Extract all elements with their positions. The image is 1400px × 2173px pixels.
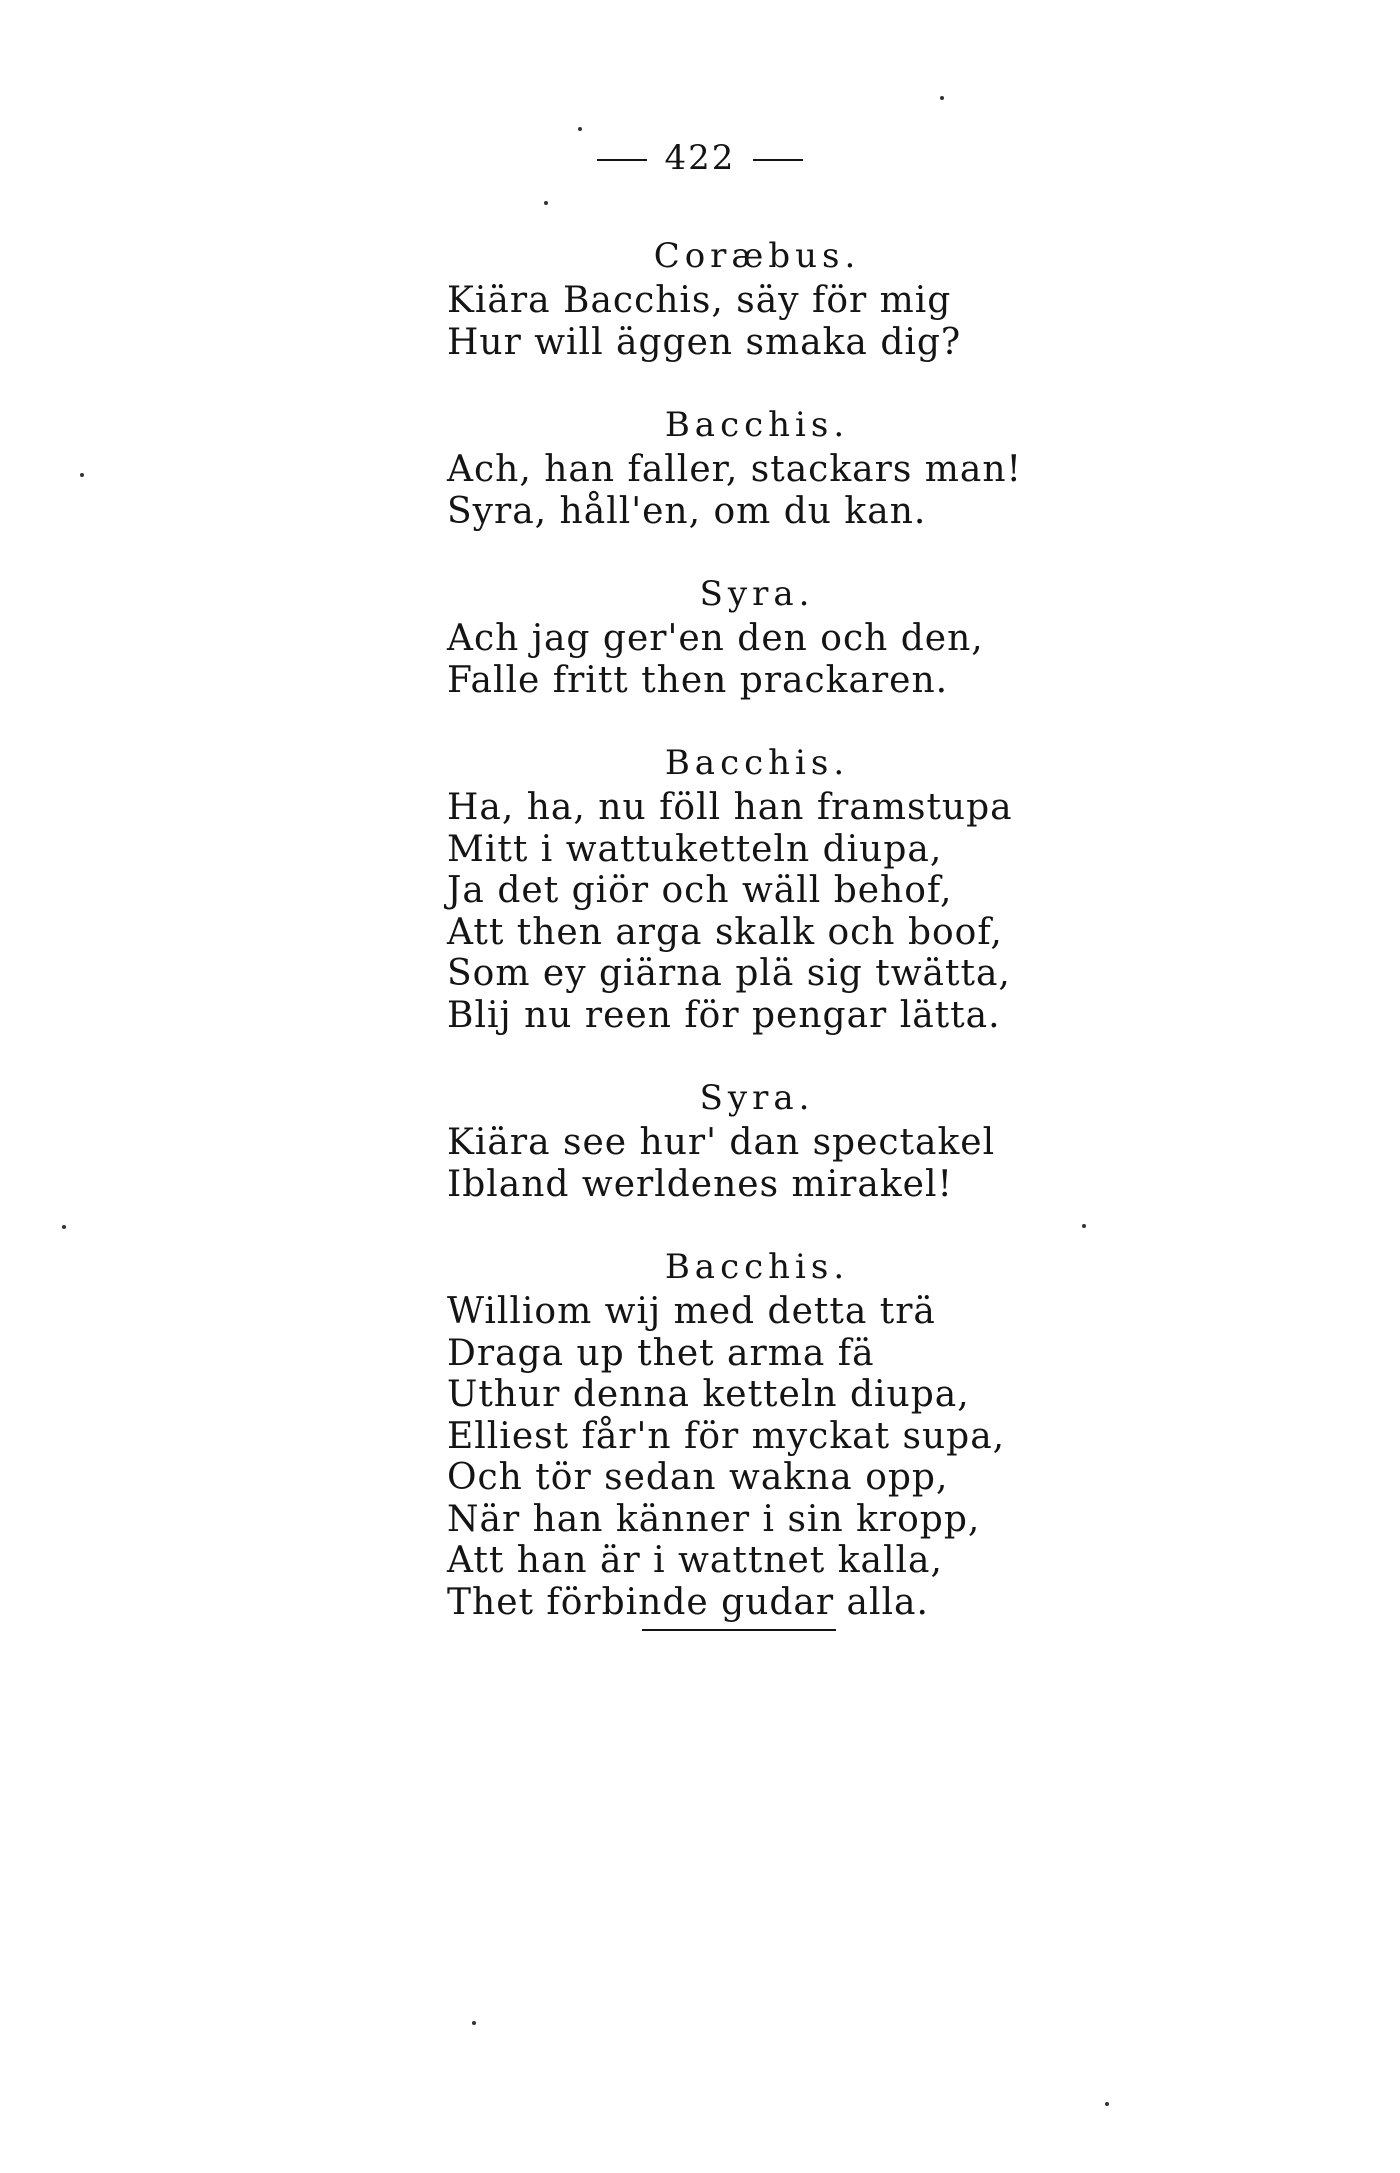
scan-speck [578, 127, 582, 131]
speaker-name: Coræbus. [653, 236, 861, 276]
verse-line: När han känner i sin kropp, [447, 1498, 981, 1540]
left-dash [597, 159, 647, 161]
scan-speck [1105, 2102, 1109, 2106]
speaker-name: Bacchis. [664, 1247, 850, 1287]
verse-line: Kiära Bacchis, säy för mig [447, 280, 952, 321]
verse-line: Ach, han faller, stackars man! [447, 449, 1022, 490]
verse-line: Uthur denna ketteln diupa, [447, 1374, 970, 1415]
speech-syra-2 [447, 1074, 1067, 1205]
speech-coraebus-1 [447, 232, 1067, 363]
scan-speck [80, 473, 84, 477]
scan-speck [940, 96, 944, 100]
stanza-gap [447, 701, 1067, 739]
verse-line: Blij nu reen för pengar lätta. [447, 994, 1001, 1036]
page-number: 422 [664, 138, 736, 178]
speech-bacchis-3 [447, 1243, 1067, 1623]
speaker-name: Syra. [699, 1078, 815, 1118]
verse-line: Hur will äggen smaka dig? [447, 321, 962, 363]
verse-line: Att han är i wattnet kalla, [447, 1540, 943, 1581]
scan-speck [544, 201, 548, 205]
speaker-name: Bacchis. [664, 405, 850, 445]
verse-line: Syra, håll'en, om du kan. [447, 490, 927, 532]
verse-line: Ach jag ger'en den och den, [447, 618, 984, 659]
page-number-header [0, 138, 1400, 178]
verse-line: Mitt i wattuketteln diupa, [447, 828, 943, 870]
stanza-gap [447, 532, 1067, 570]
verse-line: Draga up thet arma fä [447, 1332, 875, 1374]
verse-line: Som ey giärna plä sig twätta, [447, 953, 1011, 994]
speaker-name: Bacchis. [664, 743, 850, 783]
stanza-gap [447, 363, 1067, 401]
speech-bacchis-2 [447, 739, 1067, 1036]
stanza-gap [447, 1036, 1067, 1074]
verse-line: Att then arga skalk och boof, [447, 911, 1003, 953]
scan-speck [472, 2021, 476, 2025]
verse-line: Thet förbinde gudar alla. [447, 1581, 929, 1623]
scan-speck [1082, 1224, 1086, 1228]
speech-syra-1 [447, 570, 1067, 701]
speech-bacchis-1 [447, 401, 1067, 532]
verse-line: Ha, ha, nu föll han framstupa [447, 787, 1013, 828]
scan-speck [62, 1225, 66, 1229]
dialogue-text [447, 232, 1067, 1623]
speaker-name: Syra. [699, 574, 815, 614]
verse-line: Elliest får'n för myckat supa, [447, 1415, 1006, 1457]
verse-line: Williom wij med detta trä [447, 1291, 936, 1332]
verse-line: Falle fritt then prackaren. [447, 659, 949, 701]
verse-line: Ja det giör och wäll behof, [447, 870, 953, 911]
end-rule [642, 1629, 836, 1631]
right-dash [753, 159, 803, 161]
verse-line: Och tör sedan wakna opp, [447, 1457, 949, 1498]
verse-line: Ibland werldenes mirakel! [447, 1163, 953, 1205]
verse-line: Kiära see hur' dan spectakel [447, 1122, 996, 1163]
stanza-gap [447, 1205, 1067, 1243]
